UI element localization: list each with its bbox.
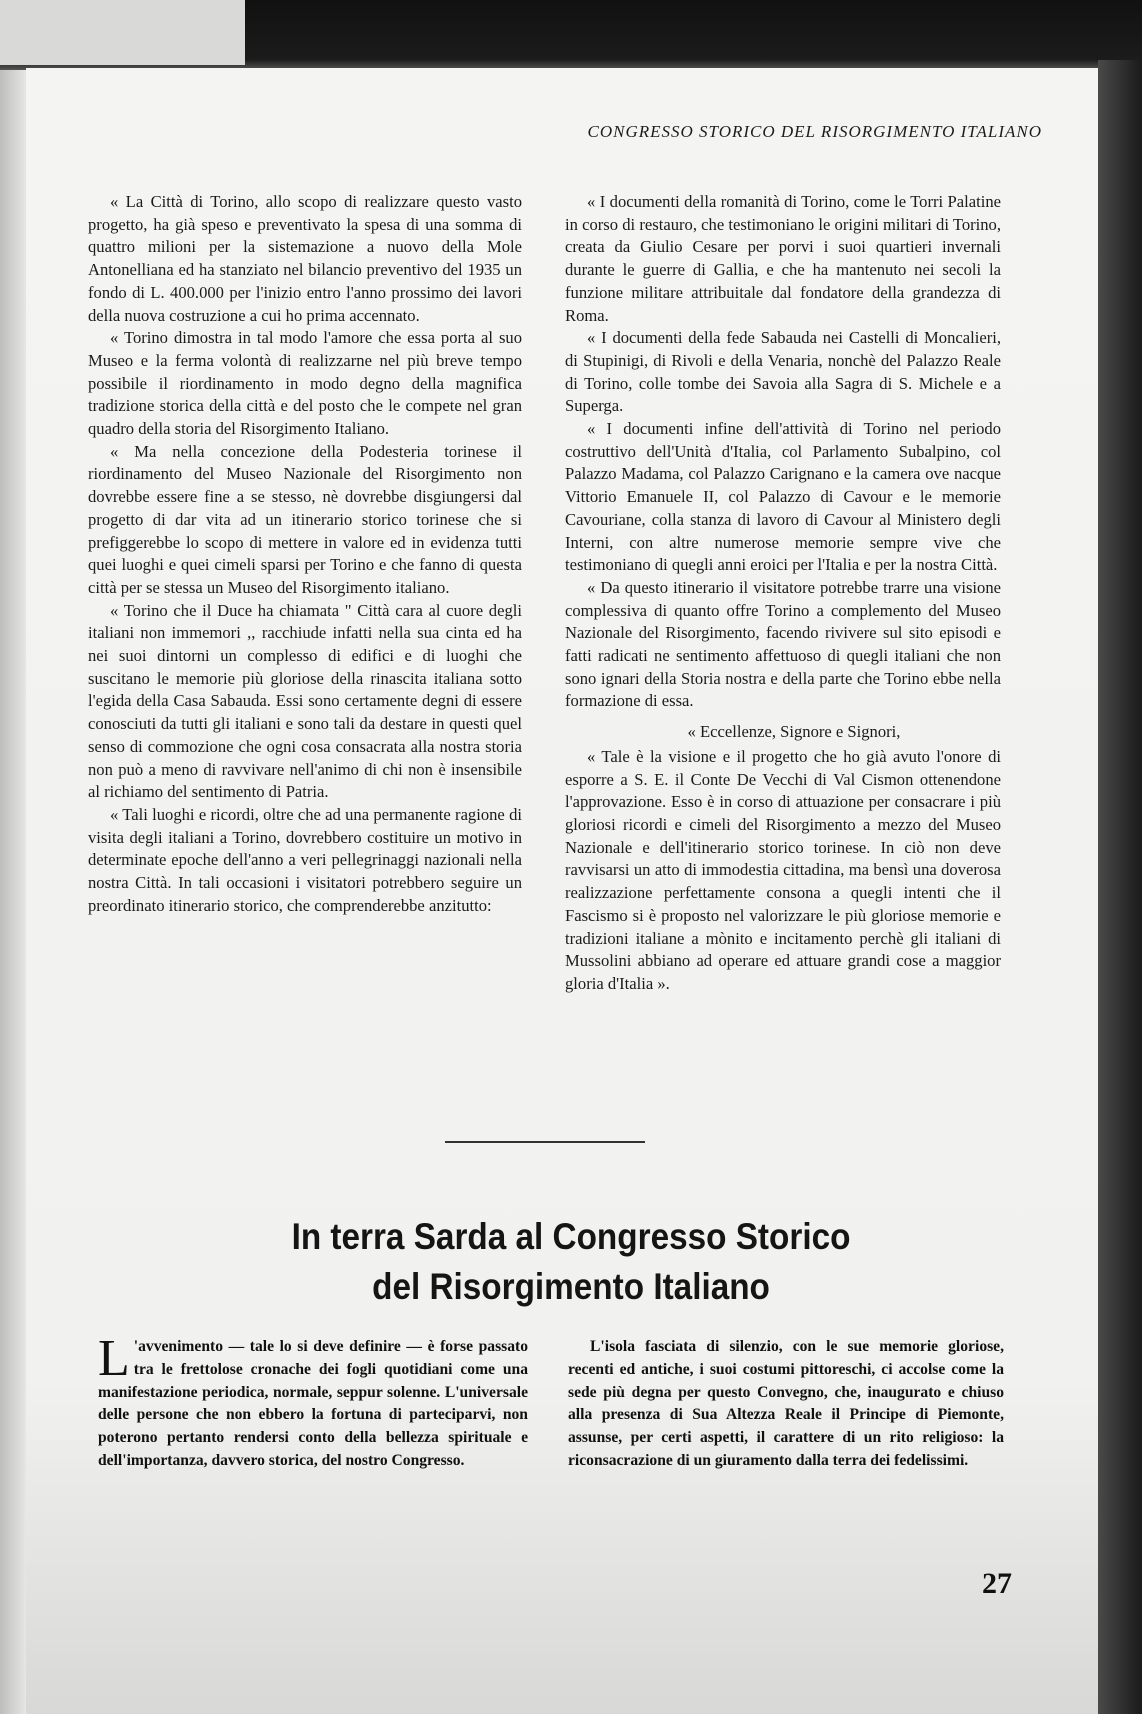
paragraph: « La Città di Torino, allo scopo di realizzare questo vasto progetto, ha già speso e preventivato la spesa di una somma di quattro milioni per la sistemazione a nuovo della Mole Antonelliana ed ha stanziato nel bilancio preventivo del 1935 un fondo di L. 400.000 per l'inizio entro l'anno prossimo dei lavori della nuova costruzione a cui ho prima accennato. (88, 192, 522, 325)
running-header: CONGRESSO STORICO DEL RISORGIMENTO ITALIANO (587, 122, 1042, 141)
article2-title (201, 1212, 941, 1312)
paragraph-text: 'avvenimento — tale lo si deve definire — è forse passato tra le frettolose cronache dei fogli quotidiani come una manifestazione periodica, normale, seppur solenne. L'universale delle persone che non ebbero la fortuna di parteciparvi, non poterono pertanto rendersi conto della bellezza spirituale e dell'importanza, davvero storica, del nostro Congresso. (98, 1338, 528, 1469)
paragraph: « I documenti della fede Sabauda nei Castelli di Moncalieri, di Stupinigi, di Rivoli e della Venaria, nonchè del Palazzo Reale di Torino, colle tombe dei Savoia alla Sagra di S. Michele e a Superga. (565, 328, 1001, 416)
paragraph: « Da questo itinerario il visitatore potrebbe trarre una visione complessiva di quanto offre Torino a complemento del Museo Nazionale del Risorgimento, facendo rivivere sul sito episodi e fatti radicati ne sentimento affettuoso di quegli italiani che non sono ignari della Storia nostra e della parte che Torino ebbe nella formazione di essa. (565, 577, 1001, 711)
title-line: In terra Sarda al Congresso Storico (291, 1216, 851, 1257)
scan-dark-border-right (1098, 60, 1142, 1714)
page-number: 27 (982, 1567, 1012, 1600)
drop-cap: L (98, 1330, 130, 1387)
paragraph (98, 1330, 528, 1473)
article2-left-column (98, 1330, 528, 1473)
scan-border-left (0, 70, 26, 1714)
article1-left-column (88, 191, 522, 918)
paragraph: « Tale è la visione e il progetto che ho già avuto l'onore di esporre a S. E. il Conte De Vecchi di Val Cismon ottenendone l'approvazione. Esso è in corso di attuazione per consacrare i più gloriosi ricordi e cimeli del Risorgimento a mezzo del Museo Nazionale e dell'itinerario storico torinese. In ciò non deve ravvisarsi un atto di immodestia cittadina, ma bensì una doverosa realizzazione perfettamente consona a quegli intenti che il Fascismo si è proposto nel valorizzare le più gloriose memorie e tradizioni italiane a mònito e incitamento perchè gli italiani di Mussolini abbiano ad operare ed attuare grandi cose a maggior gloria d'Italia ». (565, 746, 1001, 993)
paragraph: « Torino che il Duce ha chiamata " Città cara al cuore degli italiani non immemori ,, racchiude infatti nella sua cinta ed ha nei suoi dintorni un complesso di edifici e di luoghi che suscitano le memorie più gloriose della rinascita italiana sotto l'egida della Casa Sabauda. Essi sono certamente degni di essere conosciuti da tutti gli italiani e sono tali da destare in questi quel senso di commozione che ogni cosa consacrata alla nostra storia non può a meno di ravvivare nell'animo di chi non è insensibile al richiamo del sentimento di Patria. (88, 600, 522, 802)
paragraph: « I documenti infine dell'attività di Torino nel periodo costruttivo dell'Unità d'Italia, col Parlamento Subalpino, col Palazzo Madama, col Palazzo Carignano e la camera ove nacque Vittorio Emanuele II, col Palazzo di Cavour e le memorie Cavouriane, colla stanza di lavoro di Cavour al Ministero degli Interni, con altre numerose memorie sempre vive che testimoniano di quegli anni eroici per l'Italia e per la nostra Città. (565, 419, 1001, 575)
paragraph: « I documenti della romanità di Torino, come le Torri Palatine in corso di restauro, che testimoniano le origini militari di Torino, creata da Giulio Cesare per porvi i suoi quartieri invernali durante le guerre di Gallia, e che ha mantenuto nei secoli la funzione militare attribuitale dal fondatore della grandezza di Roma. (565, 192, 1001, 325)
paragraph: « Torino dimostra in tal modo l'amore che essa porta al suo Museo e la ferma volontà di realizzarne nel più breve tempo possibile il riordinamento in modo degno della magnifica tradizione storica della città e del posto che le compete nel gran quadro della storia del Risorgimento Italiano. (88, 328, 522, 439)
paragraph: L'isola fasciata di silenzio, con le sue memorie gloriose, recenti ed antiche, i suoi costumi pittoreschi, ci accolse come la sede più degna per questo Convegno, che, inaugurato e chiuso alla presenza di Sua Altezza Reale il Principe di Piemonte, assunse, per certi aspetti, il carattere di un rito religioso: la riconsacrazione di un giuramento dalla terra dei fedelissimi. (568, 1338, 1004, 1469)
section-divider (445, 1141, 645, 1143)
title-line: del Risorgimento Italiano (372, 1266, 770, 1307)
paragraph: « Eccellenze, Signore e Signori, (687, 722, 901, 742)
article2-right-column (568, 1336, 1004, 1473)
paragraph: « Tali luoghi e ricordi, oltre che ad una permanente ragione di visita degli italiani a Torino, dovrebbero costituire un motivo in determinate epoche dell'anno a veri pellegrinaggi nazionali nella nostra Città. In tali occasioni i visitatori potrebbero seguire un preordinato itinerario storico, che comprenderebbe anzitutto: (88, 804, 522, 915)
article1-right-column (565, 191, 1001, 996)
paragraph: « Ma nella concezione della Podesteria torinese il riordinamento del Museo Nazionale del Risorgimento non dovrebbe essere fine a se stesso, nè dovrebbe disgiungersi dal progetto di dar vita ad un itinerario storico torinese che si prefiggerebbe lo scopo di mettere in valore ed in evidenza tutti quei luoghi e quei cimeli sparsi per Torino e che fanno di questa città per se stessa un Museo del Risorgimento italiano. (88, 441, 522, 597)
scan-light-corner (0, 0, 245, 65)
